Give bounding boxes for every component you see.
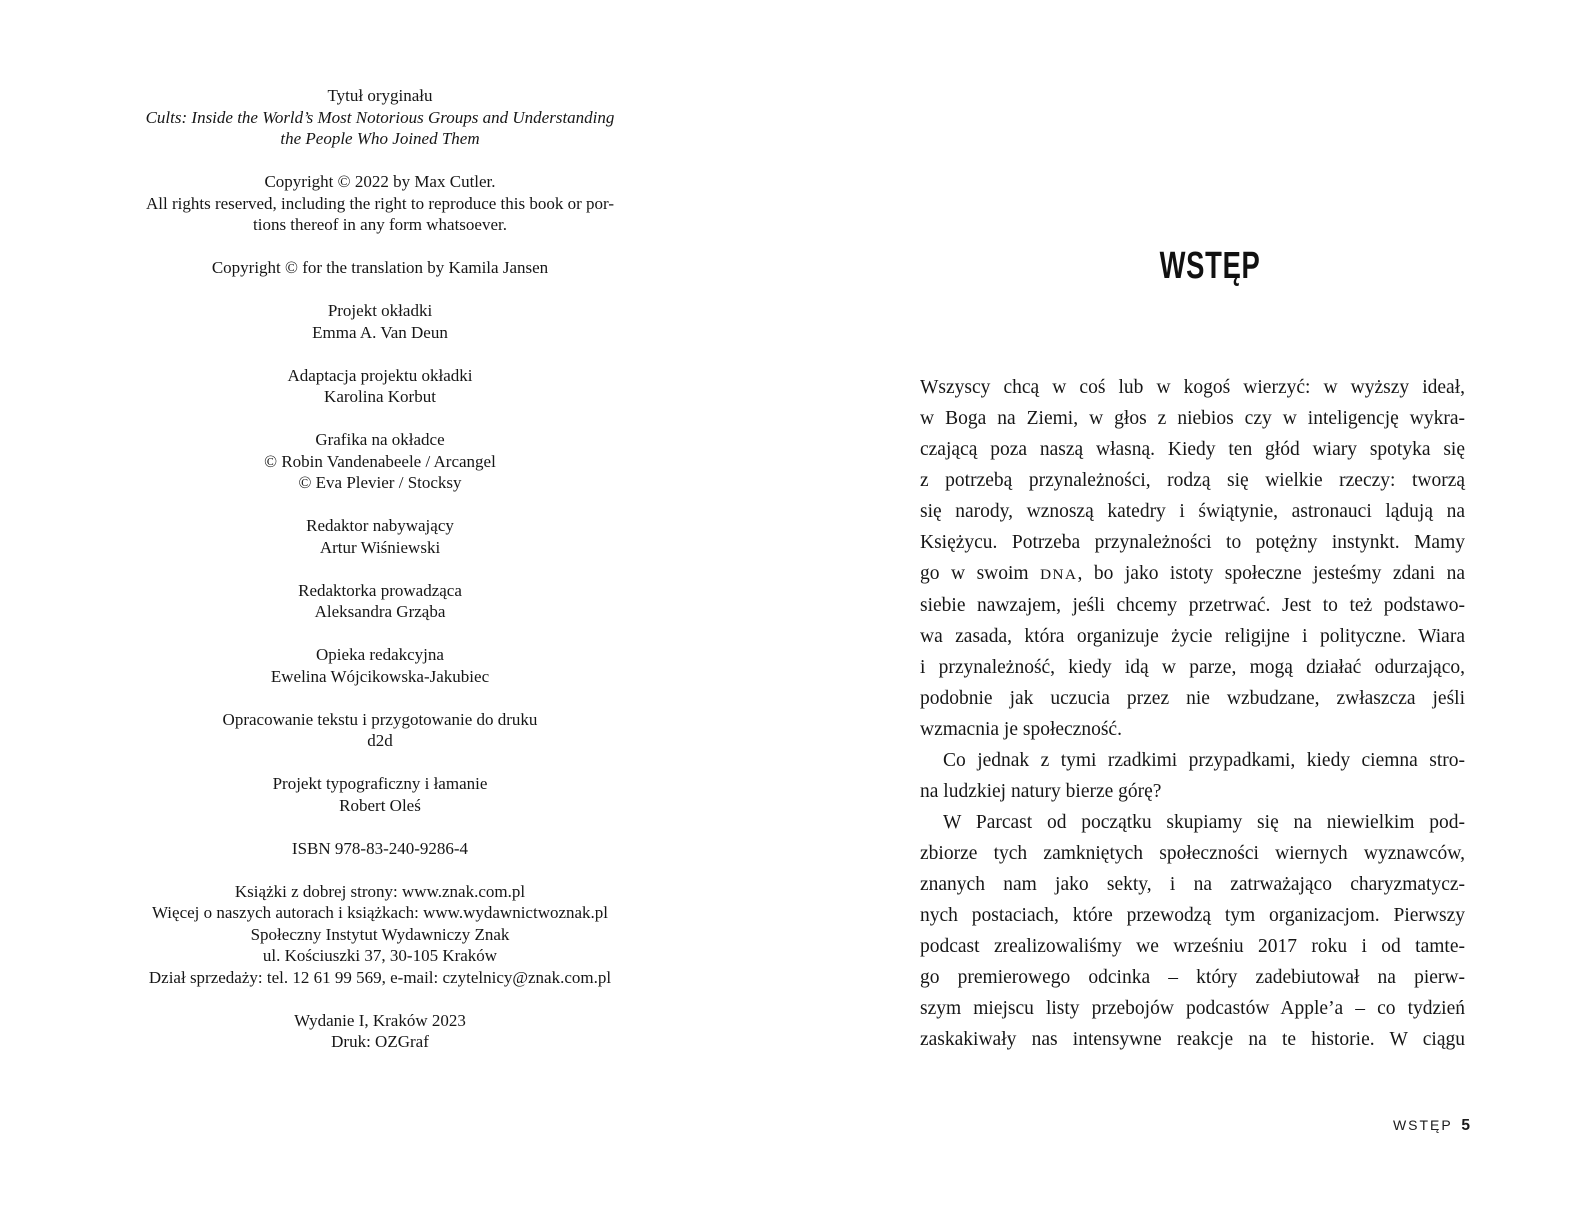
colophon-line: All rights reserved, including the right to reproduce this book or por- <box>146 193 614 213</box>
intro-body <box>920 372 1465 1055</box>
page-footer <box>920 1117 1470 1135</box>
text-line: W Parcast od początku skupiamy się na niewielkim pod- <box>943 812 1465 833</box>
colophon-line: © Robin Vandenabeele / Arcangel <box>264 451 496 471</box>
text-line: znanych nam jako sekty, i na zatrważająco charyzmatycz- <box>920 874 1465 895</box>
colophon-line: Robert Oleś <box>339 795 421 815</box>
text-line: wzmacnia je społeczność. <box>920 719 1122 740</box>
colophon-line: tions thereof in any form whatsoever. <box>253 215 507 234</box>
footer-section-label: WSTĘP <box>1392 1117 1453 1133</box>
colophon-line: Copyright © 2022 by Max Cutler. <box>264 172 496 191</box>
text-line: z potrzebą przynależności, rodzą się wielkie rzeczy: tworzą <box>920 470 1465 491</box>
text-line: zbiorze tych zamkniętych społeczności wiernych wyznawców, <box>920 843 1465 864</box>
colophon-line: Grafika na okładce <box>315 430 445 449</box>
colophon-block-8 <box>78 580 682 623</box>
text-line: czającą poza naszą własną. Kiedy ten głód wiary spotyka się <box>920 439 1465 460</box>
colophon-line: Redaktor nabywający <box>306 516 454 535</box>
colophon-line: Redaktorka prowadząca <box>298 580 462 600</box>
colophon-block-2 <box>78 171 682 236</box>
text-line: go premierowego odcinka – który zadebiutował na pierw- <box>920 967 1465 988</box>
text-line: zaskakiwały nas intensywne reakcje na te historie. W ciągu <box>920 1029 1465 1050</box>
colophon-line: Dział sprzedaży: tel. 12 61 99 569, e-mail: czytelnicy@znak.com.pl <box>148 967 612 987</box>
text-line: się narody, wznoszą katedry i świątynie, astronauci lądują na <box>920 501 1465 522</box>
chapter-title: WSTĘP <box>1160 245 1261 287</box>
colophon-line: Tytuł oryginału <box>327 86 433 105</box>
intro-paragraphs <box>920 372 1465 1055</box>
colophon-line: Druk: OZGraf <box>331 1032 429 1051</box>
colophon-line: Więcej o naszych autorach i książkach: www.wydawnictwoznak.pl <box>151 903 609 922</box>
text-line: w Boga na Ziemi, w głos z niebios czy w inteligencję wykra- <box>920 408 1465 429</box>
page-number: 5 <box>1461 1117 1470 1134</box>
text-line: na ludzkiej natury bierze górę? <box>920 781 1162 802</box>
left-page-colophon <box>78 85 682 1074</box>
smallcaps-dna: DNA <box>1040 566 1078 583</box>
colophon-block-3 <box>78 257 682 279</box>
text-line: podcast zrealizowaliśmy we wrześniu 2017 roku i od tamte- <box>920 936 1465 957</box>
text-line: siebie nawzajem, jeśli chcemy przetrwać. Jest to też podstawo- <box>920 595 1465 616</box>
colophon-line: Opieka redakcyjna <box>316 645 444 664</box>
colophon-block-12 <box>78 838 682 860</box>
colophon-block-9 <box>78 644 682 687</box>
paragraph-1 <box>920 372 1465 745</box>
text-line: szym miejscu listy przebojów podcastów Apple’a – co tydzień <box>920 998 1465 1019</box>
colophon-line: Projekt okładki <box>327 301 433 320</box>
colophon-line: d2d <box>367 731 393 750</box>
left-page-text <box>78 85 682 1053</box>
text-line: Co jednak z tymi rzadkimi przypadkami, kiedy ciemna stro- <box>943 750 1465 771</box>
colophon-line: Emma A. Van Deun <box>312 322 448 342</box>
colophon-line: Książki z dobrej strony: www.znak.com.pl <box>234 881 526 901</box>
colophon-line: Wydanie I, Kraków 2023 <box>294 1010 466 1030</box>
colophon-block-7 <box>78 515 682 558</box>
colophon-block-10 <box>78 709 682 752</box>
colophon-line: Cults: Inside the World’s Most Notorious Groups and Understanding <box>145 107 615 127</box>
text-line: Księżycu. Potrzeba przynależności to potężny instynkt. Mamy <box>920 532 1465 553</box>
text-line: Wszyscy chcą w coś lub w kogoś wierzyć: w wyższy ideał, <box>920 377 1465 398</box>
colophon-block-6 <box>78 429 682 494</box>
colophon-block-14 <box>78 1010 682 1053</box>
text-line: i przynależność, kiedy idą w parze, mogą działać odurzająco, <box>920 657 1465 678</box>
text-line: nych postaciach, które przewodzą tym organizacjom. Pierwszy <box>920 905 1465 926</box>
colophon-line: the People Who Joined Them <box>280 129 480 148</box>
colophon-line: Adaptacja projektu okładki <box>287 365 473 385</box>
colophon-line: Copyright © for the translation by Kamila Jansen <box>211 258 549 277</box>
colophon-line: Ewelina Wójcikowska-Jakubiec <box>270 666 490 686</box>
colophon-line: Projekt typograficzny i łamanie <box>272 774 488 793</box>
colophon-line: ul. Kościuszki 37, 30-105 Kraków <box>262 946 498 965</box>
colophon-line: Artur Wiśniewski <box>319 537 441 557</box>
colophon-line: Aleksandra Grząba <box>314 602 446 621</box>
text-line: podobnie jak uczucia przez nie wzbudzane, zwłaszcza jeśli <box>920 688 1465 709</box>
colophon-block-5 <box>78 365 682 408</box>
colophon-block-11 <box>78 773 682 816</box>
colophon-line: © Eva Plevier / Stocksy <box>298 473 462 492</box>
colophon-line: ISBN 978-83-240-9286-4 <box>291 838 469 858</box>
text-line: go w swoim DNA, bo jako istoty społeczne jesteśmy zdani na <box>920 563 1465 584</box>
colophon-block-1 <box>78 85 682 150</box>
colophon-line: Opracowanie tekstu i przygotowanie do druku <box>222 709 538 729</box>
chapter-heading <box>938 246 1483 286</box>
paragraph-2 <box>920 745 1465 807</box>
colophon-block-4 <box>78 300 682 343</box>
colophon-line: Społeczny Instytut Wydawniczy Znak <box>250 924 510 944</box>
colophon-block-13 <box>78 881 682 989</box>
paragraph-3 <box>920 807 1465 1055</box>
colophon-line: Karolina Korbut <box>324 387 436 406</box>
text-line: wa zasada, która organizuje życie religijne i polityczne. Wiara <box>920 626 1465 647</box>
